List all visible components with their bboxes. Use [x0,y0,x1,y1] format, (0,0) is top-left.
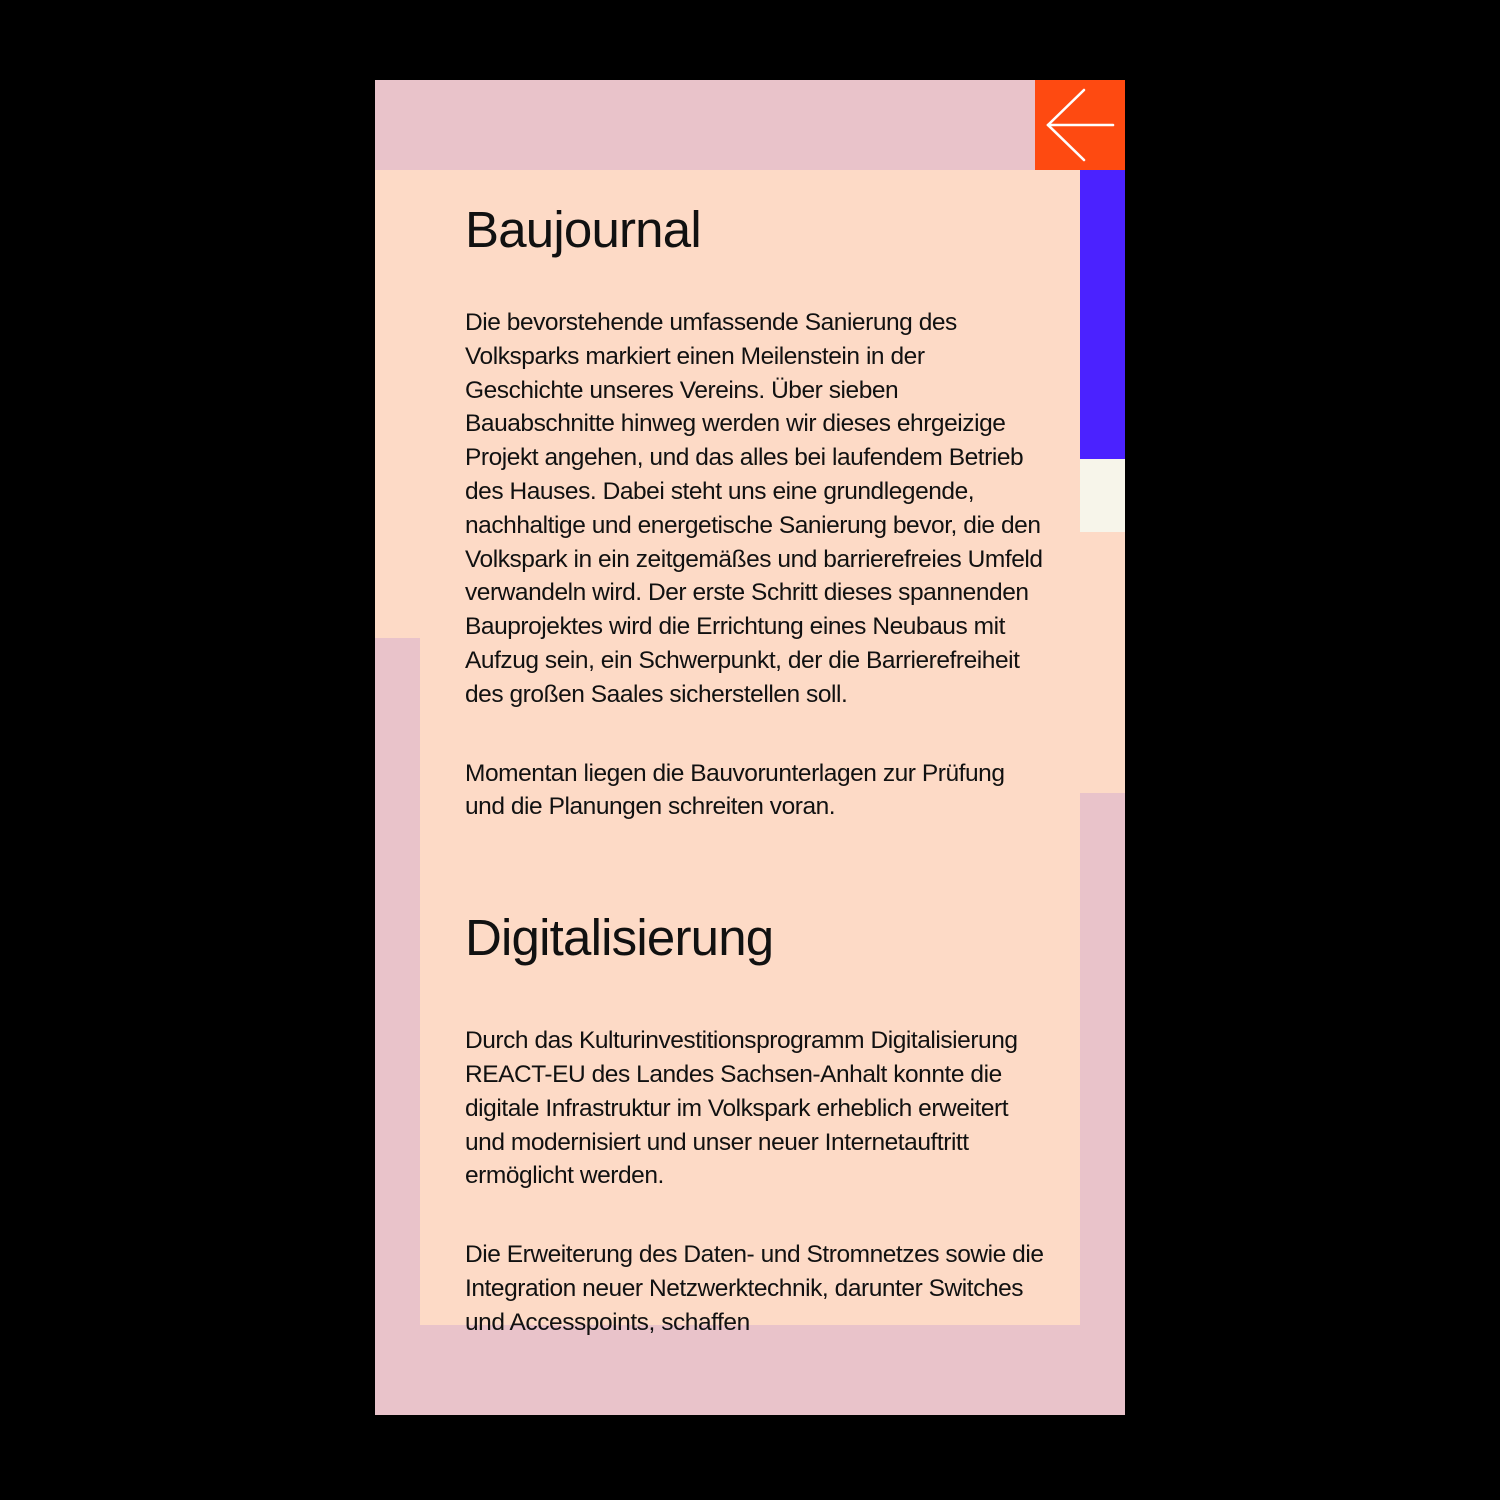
arrow-left-icon [1035,80,1125,170]
mobile-screen [375,80,1125,1415]
digitalisierung-paragraph-2: Die Erweiterung des Daten- und Stromnetzes sowie die Integration neuer Netzwerktechnik, darunter Switches und Accesspoints, schaffen [465,1241,1044,1336]
back-button[interactable] [1035,80,1125,170]
section-title-baujournal: Baujournal [465,201,701,258]
baujournal-paragraph-1: Die bevorstehende umfassende Sanierung des Volksparks markiert einen Meilenstein in der Geschichte unseres Vereins. Über sieben Bauabschnitte hinweg werden wir dieses ehrgeizige Projekt angehen, und das alles bei laufendem Betrieb des Hauses. Dabei steht uns eine grundlegende, nachhaltige und energetische Sanierung bevor, die den Volkspark in ein zeitgemäßes und barrierefreies Umfeld verwandeln wird. Der erste Schritt dieses spannenden Bauprojektes wird die Errichtung eines Neubaus mit Aufzug sein, ein Schwerpunkt, der die Barrierefreiheit des großen Saales sicherstellen soll. [465,309,1043,708]
section-title-digitalisierung: Digitalisierung [465,909,774,967]
digitalisierung-paragraph-1: Durch das Kulturinvestitionsprogramm Digitalisierung REACT-EU des Landes Sachsen-Anhalt konnte die digitale Infrastruktur im Volkspark erheblich erweitert und modernisiert und unser neuer Internetauftritt ermöglicht werden. [465,1027,1018,1190]
baujournal-paragraph-2: Momentan liegen die Bauvorunterlagen zur Prüfung und die Planungen schreiten voran. [465,759,1005,821]
decorative-block-blue [1080,170,1125,459]
background-block-peach-right [1080,532,1125,793]
decorative-block-cream [1080,459,1125,532]
article-content [465,200,1045,1340]
